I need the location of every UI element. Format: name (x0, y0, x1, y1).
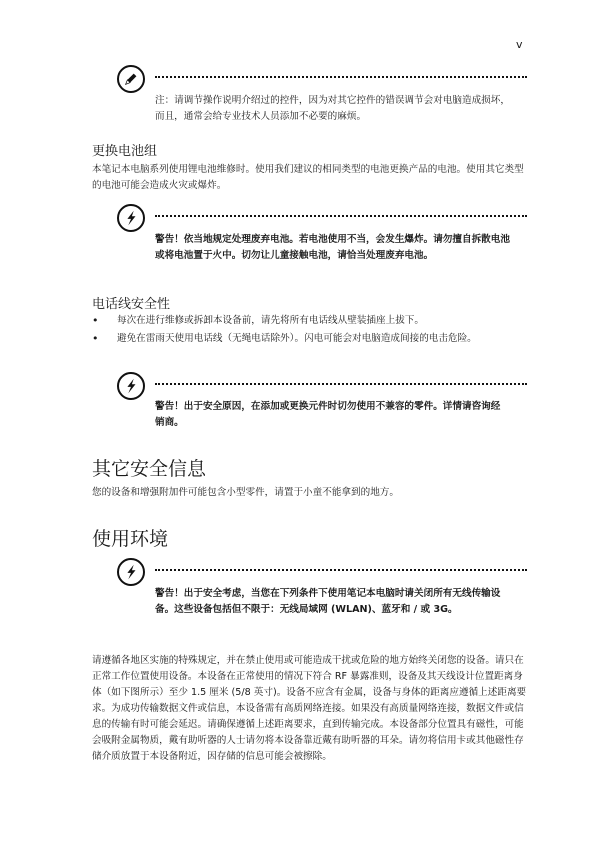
dotted-divider (155, 569, 527, 571)
battery-warning-callout (117, 204, 527, 284)
other-safety-heading: 其它安全信息 (92, 458, 207, 480)
list-item-text: 每次在进行维修或拆卸本设备前，请先将所有电话线从壁装插座上拔下。 (117, 315, 424, 326)
bullet-mark: • (92, 314, 99, 327)
environment-heading: 使用环境 (92, 528, 169, 550)
battery-heading: 更换电池组 (92, 144, 158, 159)
wireless-warning-callout (117, 558, 527, 638)
phone-line-heading: 电话线安全性 (92, 297, 171, 312)
list-item-text: 避免在雷雨天使用电话线（无绳电话除外）。闪电可能会对电脑造成间接的电击危险。 (117, 333, 477, 344)
lightning-warning-icon (117, 372, 145, 400)
lightning-warning-icon (117, 558, 145, 586)
note-pencil-icon (117, 65, 145, 93)
other-safety-body: 您的设备和增强附加件可能包含小型零件，请置于小童不能拿到的地方。 (92, 487, 399, 498)
parts-warning-callout (117, 372, 527, 434)
wireless-warning-text: 警告！出于安全考虑，当您在下列条件下使用笔记本电脑时请关闭所有无线传输设备。这些设备包括但不限于：无线局域网 (WLAN)、蓝牙和 / 或 3G。 (155, 588, 501, 615)
parts-warning-text: 警告！出于安全原因，在添加或更换元件时切勿使用不兼容的零件。详情请咨询经销商。 (155, 401, 501, 428)
dotted-divider (155, 215, 527, 217)
dotted-divider (155, 76, 527, 78)
battery-warning-text: 警告！依当地规定处理废弃电池。若电池使用不当，会发生爆炸。请勿擅自拆散电池或将电池置于火中。切勿让儿童接触电池，请恰当处理废弃电池。 (155, 234, 510, 261)
environment-body: 请遵循各地区实施的特殊规定，并在禁止使用或可能造成干扰或危险的地方始终关闭您的设备。请只在正常工作位置使用设备。本设备在正常使用的情况下符合 RF 暴露准则，设备及其天线设计位置距离身体（如下图所示）至少 1.5 厘米 (5/8 英寸)。设备不应含有金属，设备与身体的距离应遵循上述距离要求。为成功传输数据文件或信息，本设备需有高质网络连接。如果没有高质量网络连接，数据文件或信息的传输有时可能会延迟。请确保遵循上述距离要求，直到传输完成。本设备部分位置具有磁性，可能会吸附金属物质，戴有助听器的人士请勿将本设备靠近戴有助听器的耳朵。请勿将信用卡或其他磁性存储介质放置于本设备附近，因存储的信息可能会被擦除。 (92, 655, 527, 762)
battery-body: 本笔记本电脑系列使用锂电池维修时。使用我们建议的相同类型的电池更换产品的电池。使用其它类型的电池可能会造成火灾或爆炸。 (92, 164, 524, 191)
note-text: 注：请调节操作说明介绍过的控件，因为对其它控件的错误调节会对电脑造成损坏，而且，通常会给专业技术人员添加不必要的麻烦。 (155, 95, 510, 122)
note-callout (117, 65, 527, 125)
lightning-warning-icon (117, 204, 145, 232)
page-number: v (516, 38, 523, 51)
dotted-divider (155, 383, 527, 385)
bullet-mark: • (92, 332, 99, 345)
